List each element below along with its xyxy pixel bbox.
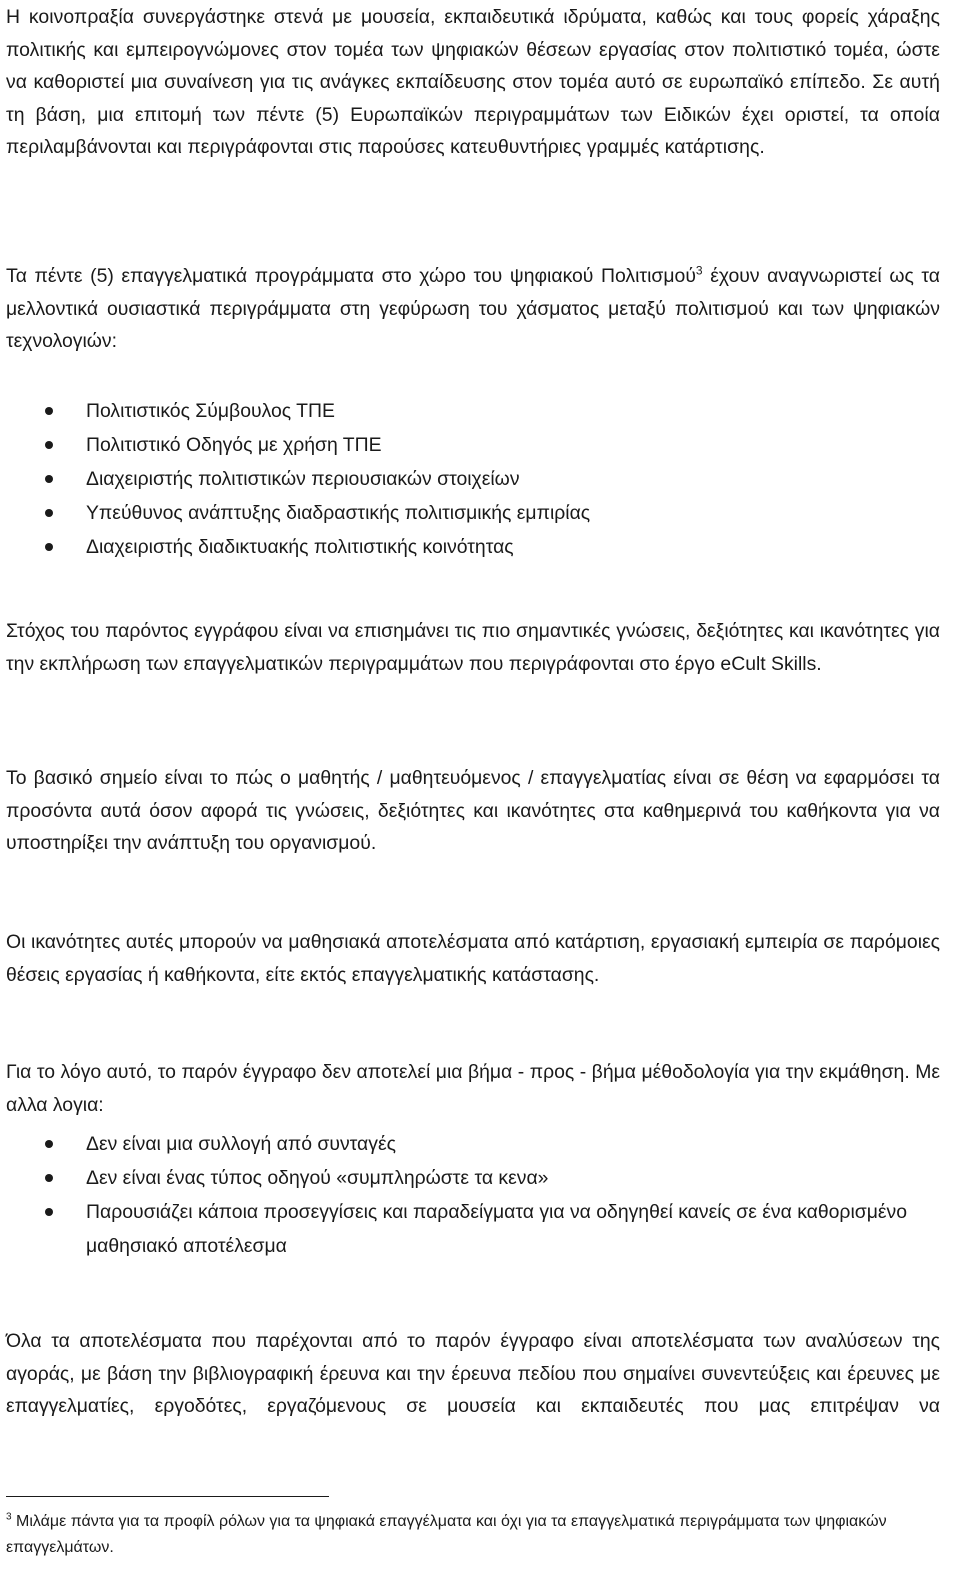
paragraph-results: Όλα τα αποτελέσματα που παρέχονται από το παρόν έγγραφο είναι αποτελέσματα των αναλύσεων της αγοράς, με βάση την βιβλιογραφική έρευνα και την έρευνα πεδίου που σημαίνει συνεντεύξεις και έρευνες με επαγγελματίες, εργοδότες, εργαζόμενους σε μουσεία και εκπαιδευτές που μας επιτρέψαν να xyxy=(6,1330,940,1418)
list-item xyxy=(6,1195,940,1263)
bullet-icon xyxy=(45,1140,53,1148)
footnote-separator xyxy=(6,1496,329,1497)
bullet-icon xyxy=(45,475,53,483)
bullet-icon xyxy=(45,509,53,517)
footnote-text: Μιλάμε πάντα για τα προφίλ ρόλων για τα ψηφιακά επαγγέλματα και όχι για τα επαγγελματικά περιγράμματα των ψηφιακών επαγγελμάτων. xyxy=(6,1513,887,1556)
paragraph-competences: Οι ικανότητες αυτές μπορούν να μαθησιακά αποτελέσματα από κατάρτιση, εργασιακή εμπειρία σε παρόμοιες θέσεις εργασίας ή καθήκοντα, είτε εκτός επαγγελματικής κατάστασης. xyxy=(6,931,940,986)
bullet-icon xyxy=(45,407,53,415)
list-item-label: Διαχειριστής διαδικτυακής πολιτιστικής κοινότητας xyxy=(86,536,514,558)
list-item-label: Πολιτιστικός Σύμβουλος ΤΠΕ xyxy=(86,400,335,422)
list-item-label: Δεν είναι μια συλλογή από συνταγές xyxy=(86,1133,396,1155)
list-item xyxy=(6,1161,940,1195)
list-item xyxy=(6,394,940,428)
list-item-label: Υπεύθυνος ανάπτυξης διαδραστικής πολιτισμικής εμπιρίας xyxy=(86,502,591,524)
footnote-number: 3 xyxy=(6,1511,12,1523)
paragraph-key-point: Το βασικό σημείο είναι το πώς ο μαθητής / μαθητευόμενος / επαγγελματίας είναι σε θέση να εφαρμόσει τα προσόντα αυτά όσον αφορά τις γνώσεις, δεξιότητες και ικανότητες στα καθημερινά του καθήκοντα για να υποστηρίξει την ανάπτυξη του οργανισμού. xyxy=(6,767,940,855)
list-item xyxy=(6,496,940,530)
list-item xyxy=(6,530,940,564)
paragraph-five-profiles xyxy=(6,260,940,358)
list-item-label: Δεν είναι ένας τύπος οδηγού «συμπληρώστε τα κενα» xyxy=(86,1167,549,1189)
paragraph-methodology: Για το λόγο αυτό, το παρόν έγγραφο δεν αποτελεί μια βήμα - προς - βήμα μέθοδολογία για την εκμάθηση. Με αλλα λογια: xyxy=(6,1061,940,1116)
footnote xyxy=(6,1509,940,1561)
list-item-label: Διαχειριστής πολιτιστικών περιουσιακών στοιχείων xyxy=(86,468,520,490)
list-item-label: Πολιτιστικό Οδηγός με χρήση ΤΠΕ xyxy=(86,434,382,456)
paragraph-consortium: Η κοινοπραξία συνεργάστηκε στενά με μουσεία, εκπαιδευτικά ιδρύματα, καθώς και τους φορείς χάραξης πολιτικής και εμπειρογνώμονες στον τομέα των ψηφιακών θέσεων εργασίας στον πολιτιστικό τομέα, ώστε να καθοριστεί μια συναίνεση για τις ανάγκες εκπαίδευσης στον τομέα αυτό σε ευρωπαϊκό επίπεδο. Σε αυτή τη βάση, μια επιτομή των πέντε (5) Ευρωπαϊκών περιγραμμάτων των Ειδικών έχει οριστεί, τα οποία περιλαμβάνονται και περιγράφονται στις παρούσες κατευθυντήριες γραμμές κατάρτισης. xyxy=(6,6,940,159)
bullet-icon xyxy=(45,543,53,551)
bullet-icon xyxy=(45,1174,53,1182)
list-item xyxy=(6,462,940,496)
profiles-list xyxy=(6,394,940,564)
list-item xyxy=(6,1127,940,1161)
bullet-icon xyxy=(45,441,53,449)
list-item-label: Παρουσιάζει κάποια προσεγγίσεις και παραδείγματα για να οδηγηθεί κανείς σε ένα καθορισμένο μαθησιακό αποτέλεσμα xyxy=(86,1201,908,1257)
paragraph-five-profiles-text-cont: έχουν αναγνωριστεί ως τα μελλοντικά ουσιαστικά περιγράμματα στη γεφύρωση του χάσματος μεταξύ πολιτισμού και των ψηφιακών τεχνολογιών: xyxy=(6,265,940,353)
paragraph-goal: Στόχος του παρόντος εγγράφου είναι να επισημάνει τις πιο σημαντικές γνώσεις, δεξιότητες και ικανότητες για την εκπλήρωση των επαγγελματικών περιγραμμάτων που περιγράφονται στο έργο eCult Skills. xyxy=(6,620,940,675)
list-item xyxy=(6,428,940,462)
bullet-icon xyxy=(45,1208,53,1216)
footnote-reference[interactable]: 3 xyxy=(695,263,703,278)
clarifications-list xyxy=(6,1127,940,1263)
paragraph-five-profiles-text: Τα πέντε (5) επαγγελματικά προγράμματα στο χώρο του ψηφιακού Πολιτισμού xyxy=(6,265,696,287)
